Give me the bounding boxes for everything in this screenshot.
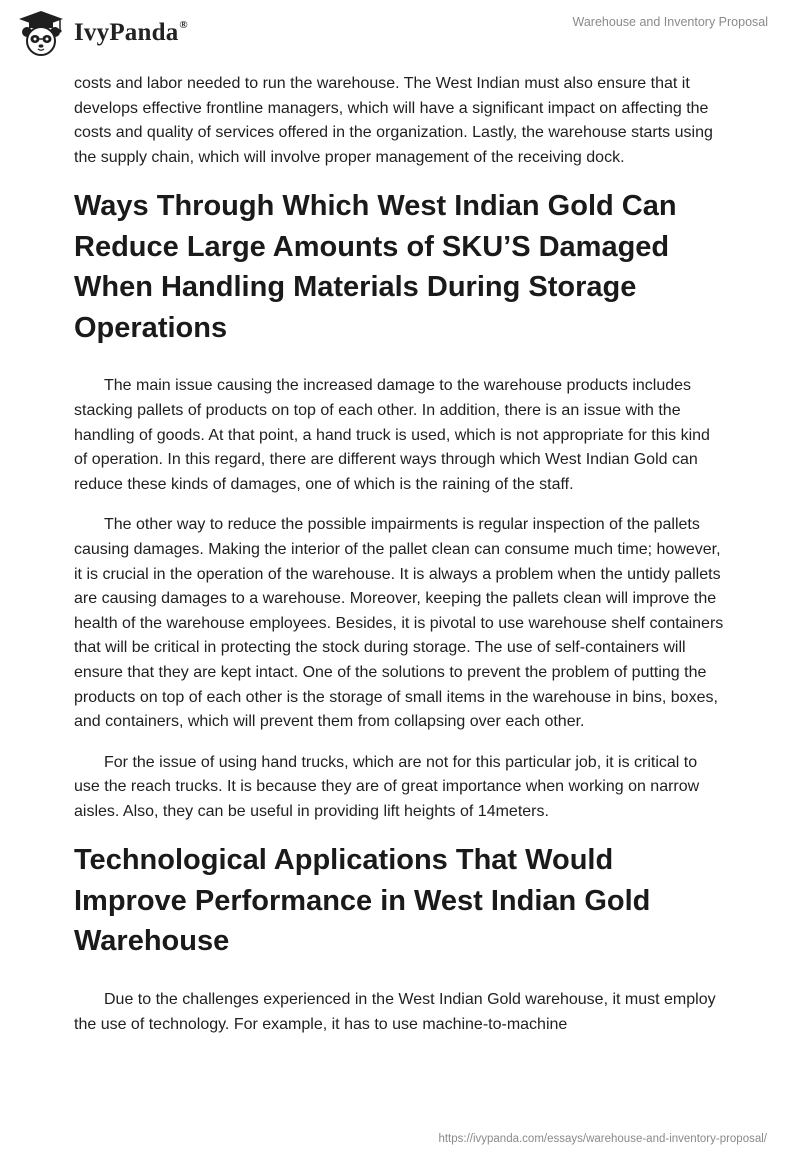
registered-mark: ® [179,19,188,31]
brand-name [74,19,188,47]
paragraph: The main issue causing the increased damage to the warehouse products includes stacking pallets of products on top of each other. In addition, there is an issue with the handling of goods. At that point, a hand truck is used, which is not appropriate for this kind of operation. In this regard, there are different ways through which West Indian Gold can reduce these kinds of damages, one of which is the raining of the staff. [74,377,710,493]
paragraph: Due to the challenges experienced in the West Indian Gold warehouse, it must employ the use of technology. For example, it has to use machine-to-machine [74,990,716,1033]
paragraph: For the issue of using hand trucks, which are not for this particular job, it is critical to use the reach trucks. It is because they are of great importance when working on narrow aisles. Also, they can be useful in providing lift heights of 14meters. [74,753,700,820]
section-heading: Technological Applications That Would Improve Performance in West Indian Gold Warehouse [74,844,651,958]
source-url[interactable]: https://ivypanda.com/essays/warehouse-and-inventory-proposal/ [438,1133,767,1145]
paragraph: The other way to reduce the possible impairments is regular inspection of the pallets causing damages. Making the interior of the pallet clean can consume much time; however, it is crucial in the operation of the warehouse. It is always a problem when the untidy pallets are causing damages to a warehouse. Moreover, keeping the pallets clean will improve the health of the warehouse employees. Besides, it is pivotal to use warehouse shelf containers that will be critical in protecting the stock during storage. The use of self-containers will ensure that they are kept intact. One of the solutions to prevent the problem of putting the products on top of each other is the storage of small items in the warehouse in bins, boxes, and containers, which will prevent them from collapsing over each other. [74,516,724,731]
ivypanda-logo[interactable] [16,8,188,58]
section-heading: Ways Through Which West Indian Gold Can Reduce Large Amounts of SKU’S Damaged When Handling Materials During Storage Operations [74,190,677,344]
document-title: Warehouse and Inventory Proposal [572,15,768,29]
article-body [74,72,726,1053]
panda-graduate-icon [16,8,66,58]
paragraph: costs and labor needed to run the warehouse. The West Indian must also ensure that it develops effective frontline managers, which will have a significant impact on affecting the costs and quality of services offered in the organization. Lastly, the warehouse starts using the supply chain, which will involve proper management of the receiving dock. [74,75,713,166]
brand-name-text: IvyPanda [74,19,179,46]
page-header [0,0,800,60]
